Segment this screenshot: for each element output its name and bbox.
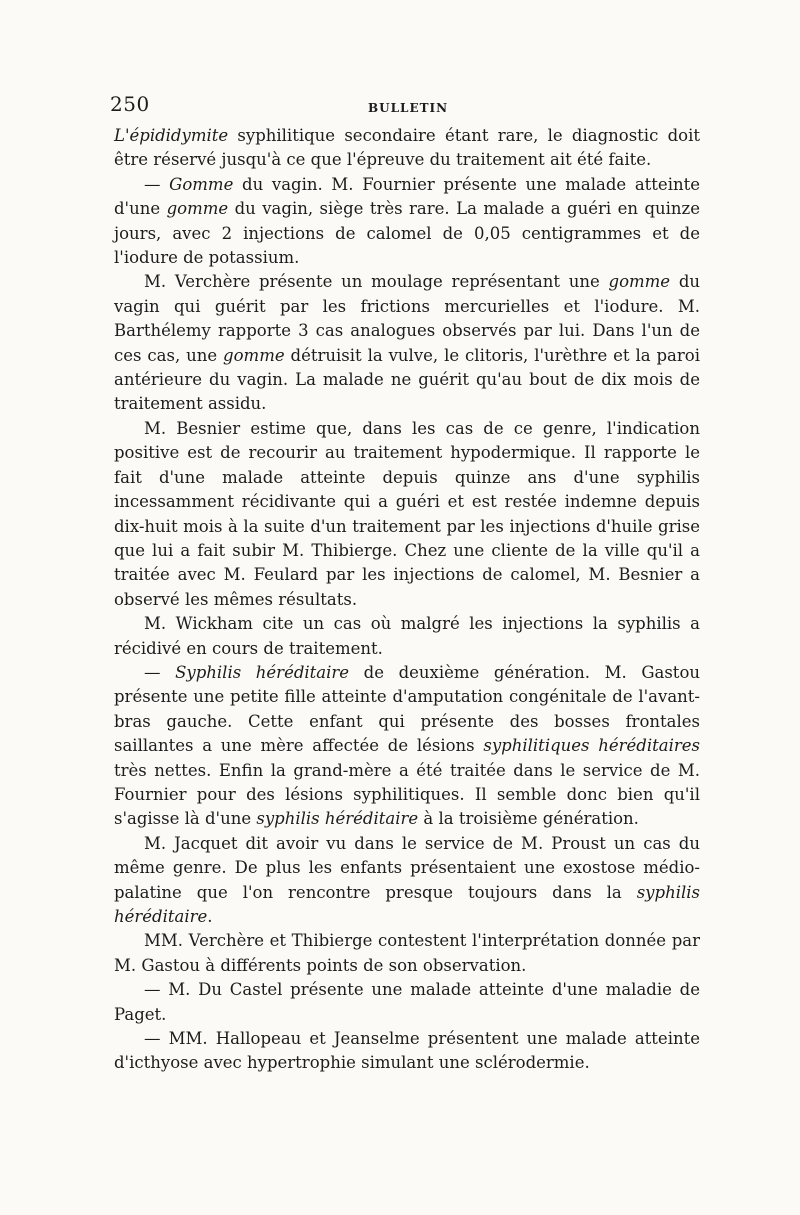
paragraph-verchere-thibierge — [114, 929, 700, 978]
text-run: du vagin. M. Fournier présente une malade atteinte d'une — [114, 174, 700, 219]
text-run: — — [144, 662, 176, 682]
text-run: syphilitique secondaire étant rare, le diagnostic doit être réservé jusqu'à ce que l'épreuve du traitement ait été faite. — [114, 126, 700, 170]
paragraph-epididymite — [114, 124, 700, 173]
text-run: — MM. Hallopeau et Jeanselme présentent une malade atteinte d'icthyose avec hypertrophie simulant une sclérodermie. — [114, 1029, 700, 1073]
text-run: — M. Du Castel présente une malade atteinte d'une maladie de Paget. — [114, 980, 700, 1024]
italic-text: L'épididymite — [114, 126, 229, 145]
text-run: M. Besnier estime que, dans les cas de ce genre, l'indication positive est de recourir au traitement hypodermique. Il rapporte le fait d'une malade atteinte depuis quinze ans d'une syphilis incessamment récidivante qui a guéri et est restée indemne depuis dix-huit mois à la suite d'un traitement par les injections d'huile grise que lui a fait subir M. Thibierge. Chez une cliente de la ville qu'il a traitée avec M. Feulard par les injections de calomel, M. Besnier a observé les mêmes résultats. — [114, 418, 700, 609]
italic-text: gomme — [223, 345, 285, 365]
italic-text: syphilis héréditaire — [114, 882, 700, 926]
text-run: de deuxième génération. M. Gastou présente une petite fille atteinte d'amputation congénitale de l'avant-bras gauche. Cette enfant qui présente des bosses frontales saillantes a une mère affectée de lésions — [114, 662, 700, 756]
text-run: M. Verchère présente un moulage représentant une — [144, 272, 609, 292]
italic-text: gomme — [166, 199, 229, 219]
paragraph-du-castel — [114, 978, 700, 1027]
italic-text: syphilitiques héréditaires — [483, 736, 700, 756]
paragraph-jacquet — [114, 832, 700, 930]
text-run: M. Wickham cite un cas où malgré les injections la syphilis a récidivé en cours de traitement. — [114, 614, 700, 658]
text-run: MM. Verchère et Thibierge contestent l'interprétation donnée par M. Gastou à différents points de son observation. — [114, 931, 700, 975]
paragraph-gomme-vagin — [114, 173, 700, 271]
running-title: BULLETIN — [368, 101, 449, 115]
text-run: — — [144, 174, 170, 194]
italic-text: gomme — [608, 272, 671, 292]
page-header — [110, 92, 700, 124]
text-run: détruisit la vulve, le clitoris, l'urèthre et la paroi antérieure du vagin. La malade ne guérit qu'au bout de dix mois de traitement assidu. — [114, 345, 700, 414]
text-run: très nettes. Enfin la grand-mère a été traitée dans le service de M. Fournier pour des lésions syphilitiques. Il semble donc bien qu'il s'agisse là d'une — [114, 760, 700, 829]
text-run: . — [207, 907, 213, 926]
text-run: du vagin qui guérit par les frictions mercurielles et l'iodure. M. Barthélemy rapporte 3 cas analogues observés par lui. Dans l'un de ces cas, une — [114, 272, 701, 365]
paragraph-wickham — [114, 612, 700, 661]
italic-text: Gomme — [169, 174, 234, 194]
paragraph-syphilis-hereditaire — [114, 661, 700, 832]
paragraph-hallopeau-jeanselme — [114, 1027, 700, 1076]
text-run: M. Jacquet dit avoir vu dans le service de M. Proust un cas du même genre. De plus les enfants présentaient une exostose médio-palatine que l'on rencontre presque toujours dans la — [114, 833, 700, 902]
italic-text: Syphilis héréditaire — [175, 662, 350, 682]
text-run: du vagin, siège très rare. La malade a guéri en quinze jours, avec 2 injections de calomel de 0,05 centigrammes et de l'iodure de potassium. — [114, 199, 700, 268]
italic-text: syphilis héréditaire — [256, 809, 419, 829]
page-number: 250 — [110, 92, 150, 116]
paragraph-verchere-moulage — [114, 270, 700, 416]
paragraph-besnier — [114, 417, 700, 612]
body-text — [114, 124, 700, 1076]
text-run: à la troisième génération. — [418, 809, 639, 829]
